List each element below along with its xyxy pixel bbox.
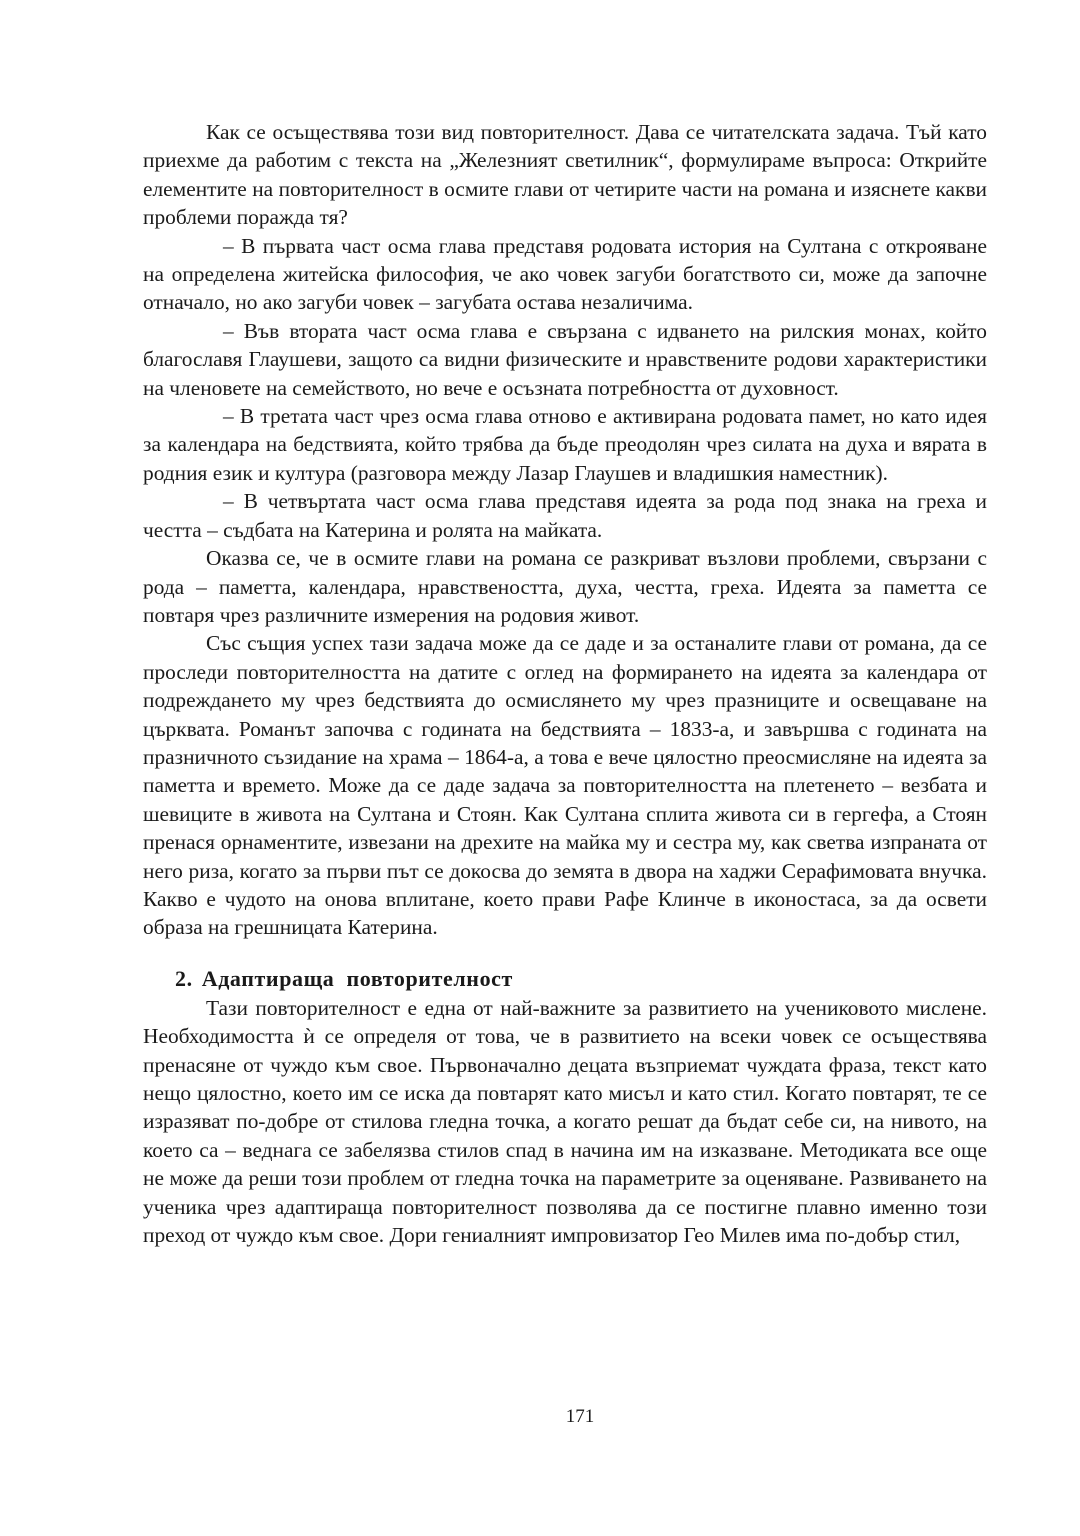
paragraph-part-two: – Във втората част осма глава е свързана с идването на рилския монах, който благославя Глаушеви, защото са видни физическите и нравствените родови характеристики на членовете на семейството, но вече е осъзната потребността от духовност. [143,318,987,400]
paragraph-adaptive: Тази повторителност е една от най-важните за развитието на учениковото мислене. Необходимостта ѝ се определя от това, че в развитието на всеки човек се осъществява пренасяне от чуждо към свое. Първоначално децата възприемат чуждата фраза, текст като нещо цялостно, което им се иска да повтарят като мисъл и като стил. Когато повтарят, те се изразяват по-добре от стилова гледна точка, а когато решат да бъдат себе си, на нивото, на което са – веднага се забелязва стилов спад в начина им на изказване. Методиката все още не може да реши този проблем от гледна точка на параметрите за оценяване. Развиването на ученика чрез адаптираща повторителност позволява да се постигне плавно именно този преход от чуждо към свое. Дори гениалният импровизатор Гео Милев има по-добър стил, [143,995,987,1248]
paragraph-part-four: – В четвъртата част осма глава представя идеята за рода под знака на греха и честта – съдбата на Катерина и ролята на майката. [143,489,987,542]
section-heading [143,964,987,994]
paragraph-part-three: – В третата част чрез осма глава отново е активирана родовата памет, но като идея за календара на бедствията, който трябва да бъде преодолян чрез силата на духа и вярата в родния език и култура (разговора между Лазар Глаушев и владишкия наместник). [143,404,987,485]
section-number: 2. [175,965,193,991]
page-body [143,118,987,1249]
page-number: 171 [565,1406,595,1427]
paragraph-conclusion: Оказва се, че в осмите глави на романа се разкриват възлови проблеми, свързани с рода – паметта, календара, нравствеността, духа, честта, греха. Идеята за паметта се повтаря чрез различните измерения на родовия живот. [143,546,987,627]
paragraph-extension: Със същия успех тази задача може да се даде и за останалите глави от романа, да се проследи повторителността на датите с оглед на формирането на идеята за календара от подреждането му чрез бедствията до осмислянето му чрез празниците и освещаване на църквата. Романът започва с годината на бедствията – 1833-а, и завършва с годината на празничното съзидание на храма – 1864-а, а това е вече цялостно преосмисляне на идеята за паметта и времето. Може да се даде задача за повторителността на плетенето – везбата и шевиците в живота на Султана и Стоян. Как Султана сплита живота си в гергефа, а Стоян пренася орнаментите, извезани на дрехите на майка му и сестра му, как светва изпраната от него риза, когато за първи път се докосва до земята в двора на хаджи Серафимовата внучка. Какво е чудото на онова вплитане, което прави Рафе Клинче в иконостаса, за да освети образа на грешницата Катерина. [143,631,987,940]
section-title: Адаптираща повторителност [201,965,513,991]
paragraph-part-one: – В първата част осма глава представя родовата история на Султана с открояване на определена житейска философия, че ако човек загуби богатството си, може да започне отначало, но ако загуби човек – загубата остава незаличима. [143,233,987,315]
paragraph-intro: Как се осъществява този вид повторителност. Дава се читателската задача. Тъй като приехме да работим с текста на „Железният светилник“, формулираме въпроса: Открийте елементите на повторителност в осмите глави от четирите части на романа и изяснете какви проблеми поражда тя? [143,120,987,230]
